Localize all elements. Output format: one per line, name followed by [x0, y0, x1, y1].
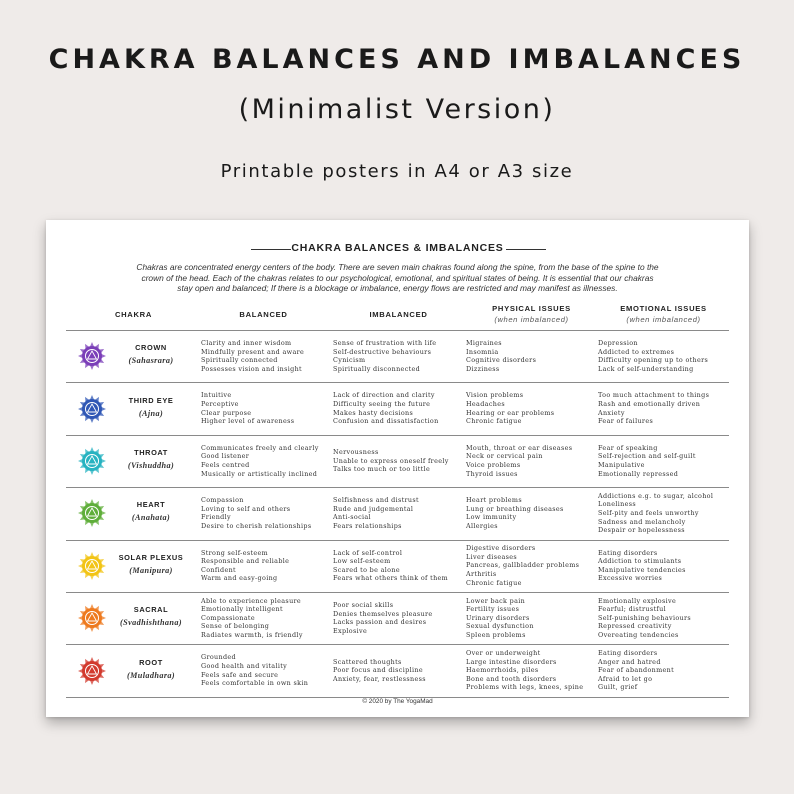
list-item: Too much attachment to things: [598, 391, 710, 400]
list-item: Lacks passion and desires: [333, 618, 427, 627]
chakra-name-label: CROWN: [135, 343, 167, 353]
intro-line: Chakras are concentrated energy centers of the body. There are seven main chakras found along the spine, from the base of the spine to the: [136, 262, 659, 272]
chakra-symbol-icon: [75, 601, 109, 635]
list-item: Depression: [598, 339, 638, 347]
cell-emotional: [598, 597, 691, 640]
list-item: Voice problems: [466, 460, 521, 469]
list-item: Headaches: [466, 399, 505, 408]
list-item: Lack of self-understanding: [598, 364, 694, 373]
list-item: Addiction to stimulants: [598, 557, 682, 566]
cell-emotional: [598, 492, 713, 535]
poster-title: CHAKRA BALANCES & IMBALANCES: [291, 242, 504, 254]
list-item: Anti-social: [333, 513, 371, 522]
list-item: Sense of belonging: [201, 622, 270, 631]
col-header-balanced: BALANCED: [239, 310, 288, 319]
list-item: Excessive worries: [598, 574, 663, 583]
cell-balanced: [201, 597, 303, 640]
list-item: Emotionally intelligent: [201, 605, 283, 614]
list-item: Feels centred: [201, 460, 250, 469]
col-header-physical-sub: (when imbalanced): [494, 315, 569, 324]
list-item: Perceptive: [201, 399, 239, 408]
list-item: Chronic fatigue: [466, 417, 522, 426]
chakra-symbol-icon: [75, 392, 109, 426]
list-item: Manipulative tendencies: [598, 565, 686, 574]
list-item: Lung or breathing diseases: [466, 504, 564, 513]
list-item: Pancreas, gallbladder problems: [466, 561, 580, 570]
list-item: Anxiety: [598, 408, 625, 417]
list-item: Denies themselves pleasure: [333, 609, 433, 618]
page-note: Printable posters in A4 or A3 size: [220, 161, 574, 182]
list-item: Urinary disorders: [466, 613, 530, 622]
list-item: Makes hasty decisions: [333, 408, 414, 417]
list-item: Fearful; distrustful: [598, 605, 666, 614]
col-header-imbalanced: IMBALANCED: [369, 310, 428, 319]
list-item: Afraid to let go: [598, 674, 653, 683]
list-item: Insomnia: [466, 347, 499, 356]
list-item: Clear purpose: [201, 408, 252, 417]
list-item: Addicted to extremes: [598, 347, 675, 356]
chakra-sanskrit-name: (Manipura): [129, 565, 173, 575]
chakra-name-label: ROOT: [139, 657, 163, 667]
chakra-sanskrit-name: (Svadhishthana): [120, 618, 182, 628]
list-item: Compassion: [201, 496, 244, 505]
list-item: Difficulty seeing the future: [333, 399, 431, 408]
list-item: Liver diseases: [466, 552, 518, 561]
list-item: Rude and judgemental: [333, 504, 414, 513]
list-item: Unable to express oneself freely: [333, 456, 449, 465]
chakra-sanskrit-name: (Sahasrara): [128, 356, 174, 366]
list-item: Hearing or ear problems: [466, 408, 555, 417]
list-item: Fertility issues: [466, 605, 520, 614]
list-item: Guilt, grief: [598, 683, 638, 692]
list-item: Scattered thoughts: [333, 657, 402, 666]
cell-balanced: [201, 653, 308, 687]
list-item: Fears what others think of them: [333, 574, 449, 583]
list-item: Higher level of awareness: [201, 417, 295, 426]
list-item: Chronic fatigue: [466, 578, 522, 587]
list-item: Responsible and reliable: [201, 557, 290, 566]
list-item: Eating disorders: [598, 649, 658, 658]
list-item: Loving to self and others: [201, 504, 291, 513]
list-item: Problems with legs, knees, spine: [466, 683, 584, 692]
row-divider: [66, 592, 729, 593]
title-rule-right: [506, 249, 546, 250]
list-item: Feels comfortable in own skin: [201, 679, 309, 688]
list-item: Grounded: [201, 653, 237, 662]
chakra-symbol-icon: [75, 496, 109, 530]
list-item: Selfishness and distrust: [333, 496, 419, 505]
list-item: Friendly: [201, 513, 231, 522]
chakra-name: [116, 343, 186, 366]
list-item: Spleen problems: [466, 631, 526, 640]
list-item: Able to experience pleasure: [201, 596, 302, 605]
list-item: Lack of direction and clarity: [333, 391, 435, 400]
list-item: Anger and hatred: [598, 657, 661, 666]
list-item: Fear of speaking: [598, 443, 658, 452]
row-divider: [66, 540, 729, 541]
list-item: Lower back pain: [466, 596, 526, 605]
list-item: Confusion and dissatisfaction: [333, 417, 439, 426]
list-item: Musically or artistically inclined: [201, 469, 318, 478]
cell-balanced: [201, 549, 289, 583]
list-item: Clarity and inner wisdom: [201, 339, 292, 347]
poster-preview: [46, 220, 749, 717]
cell-physical: [466, 496, 564, 530]
cell-imbalanced: [333, 549, 448, 583]
list-item: Thyroid issues: [466, 469, 518, 478]
list-item: Mouth, throat or ear diseases: [466, 443, 573, 452]
cell-balanced: [201, 496, 311, 530]
list-item: Good health and vitality: [201, 661, 288, 670]
row-divider: [66, 487, 729, 488]
list-item: Confident: [201, 565, 236, 574]
chakra-name: [116, 658, 186, 681]
list-item: Repressed creativity: [598, 622, 672, 631]
cell-emotional: [598, 649, 674, 692]
col-header-emotional-label: EMOTIONAL ISSUES: [620, 304, 707, 313]
cell-imbalanced: [333, 391, 439, 425]
cell-physical: [466, 391, 554, 425]
chakra-sanskrit-name: (Muladhara): [126, 670, 176, 680]
list-item: Allergies: [466, 521, 498, 530]
list-item: Lack of self-control: [333, 548, 403, 557]
chakra-sanskrit-name: (Anahata): [131, 513, 171, 523]
intro-line: stay open and balanced; If there is a blockage or imbalance, energy flows are restricted and may manifest as illnesses.: [177, 283, 618, 294]
list-item: Poor social skills: [333, 601, 394, 609]
list-item: Migraines: [466, 339, 502, 347]
list-item: Large intestine disorders: [466, 657, 557, 666]
cell-balanced: [201, 444, 319, 478]
list-item: Communicates freely and clearly: [201, 443, 319, 452]
list-item: Explosive: [333, 626, 368, 635]
chakra-name: [116, 605, 186, 628]
col-header-emotional-sub: (when imbalanced): [626, 315, 701, 324]
cell-balanced: [201, 339, 304, 373]
list-item: Sense of frustration with life: [333, 339, 437, 347]
list-item: Nervousness: [333, 448, 379, 457]
cell-emotional: [598, 444, 696, 478]
chakra-name: [116, 553, 186, 576]
chakra-name-label: SOLAR PLEXUS: [118, 552, 184, 562]
list-item: Self-rejection and self-guilt: [598, 452, 696, 461]
list-item: Loneliness: [598, 500, 637, 509]
list-item: Fear of abandonment: [598, 666, 675, 675]
cell-imbalanced: [333, 448, 449, 474]
list-item: Heart problems: [466, 496, 522, 505]
chakra-name: [116, 500, 186, 523]
list-item: Digestive disorders: [466, 544, 536, 553]
chakra-sanskrit-name: (Ajna): [138, 408, 164, 418]
list-item: Fear of failures: [598, 417, 654, 426]
list-item: Cynicism: [333, 356, 366, 365]
cell-imbalanced: [333, 658, 426, 684]
list-item: Feels safe and secure: [201, 670, 279, 679]
list-item: Warm and easy-going: [201, 574, 278, 583]
list-item: Addictions e.g. to sugar, alcohol: [598, 491, 714, 500]
list-item: Over or underweight: [466, 649, 541, 658]
list-item: Vision problems: [466, 391, 524, 400]
chakra-name-label: HEART: [136, 500, 166, 510]
list-item: Intuitive: [201, 391, 232, 400]
list-item: Haemorrhoids, piles: [466, 666, 539, 675]
list-item: Low self-esteem: [333, 557, 391, 566]
cell-imbalanced: [333, 339, 436, 373]
cell-physical: [466, 597, 534, 640]
list-item: Self-punishing behaviours: [598, 613, 692, 622]
chakra-name: [116, 448, 186, 471]
chakra-name-label: SACRAL: [133, 605, 169, 615]
cell-balanced: [201, 391, 294, 425]
cell-imbalanced: [333, 601, 433, 635]
list-item: Poor focus and discipline: [333, 666, 423, 675]
row-divider: [66, 644, 729, 645]
list-item: Sadness and melancholy: [598, 517, 686, 526]
chakra-sanskrit-name: (Vishuddha): [127, 461, 175, 470]
chakra-name: [116, 396, 186, 419]
cell-emotional: [598, 339, 708, 373]
chakra-symbol-icon: [75, 339, 109, 373]
list-item: Dizziness: [466, 364, 500, 373]
list-item: Radiates warmth, is friendly: [201, 631, 303, 640]
list-item: Emotionally explosive: [598, 596, 677, 605]
list-item: Spiritually connected: [201, 356, 278, 365]
cell-emotional: [598, 391, 709, 425]
page-title: CHAKRA BALANCES AND IMBALANCES: [48, 44, 746, 75]
list-item: Sexual dysfunction: [466, 622, 534, 631]
list-item: Manipulative: [598, 460, 645, 469]
list-item: Strong self-esteem: [201, 548, 269, 557]
list-item: Anxiety, fear, restlessness: [333, 674, 426, 683]
list-item: Self-destructive behaviours: [333, 347, 432, 356]
list-item: Talks too much or too little: [333, 465, 431, 474]
list-item: Arthritis: [466, 570, 497, 579]
list-item: Difficulty opening up to others: [598, 356, 709, 365]
list-item: Scared to be alone: [333, 565, 400, 574]
cell-physical: [466, 444, 572, 478]
col-header-physical-label: PHYSICAL ISSUES: [492, 304, 571, 313]
list-item: Good listener: [201, 452, 250, 461]
list-item: Eating disorders: [598, 548, 658, 557]
cell-physical: [466, 649, 583, 692]
col-header-physical: [464, 304, 599, 324]
chakra-name-label: THIRD EYE: [128, 395, 174, 405]
chakra-name-label: THROAT: [134, 448, 168, 457]
list-item: Despair or hopelessness: [598, 526, 685, 535]
cell-emotional: [598, 549, 686, 583]
page-subtitle: (Minimalist Version): [238, 94, 556, 125]
poster-intro: [76, 262, 719, 294]
row-divider: [66, 330, 729, 331]
list-item: Neck or cervical pain: [466, 452, 543, 461]
row-divider: [66, 382, 729, 383]
poster-footer: © 2020 by The YogaMad: [362, 698, 433, 705]
list-item: Overeating tendencies: [598, 631, 679, 640]
chakra-symbol-icon: [75, 654, 109, 688]
col-header-chakra: CHAKRA: [114, 310, 153, 319]
list-item: Desire to cherish relationships: [201, 521, 312, 530]
cell-physical: [466, 339, 536, 373]
list-item: Low immunity: [466, 513, 517, 522]
row-divider: [66, 435, 729, 436]
cell-imbalanced: [333, 496, 419, 530]
list-item: Fears relationships: [333, 521, 402, 530]
list-item: Mindfully present and aware: [201, 347, 305, 356]
list-item: Bone and tooth disorders: [466, 674, 557, 683]
col-header-emotional: [596, 304, 731, 324]
cell-physical: [466, 544, 579, 587]
intro-line: crown of the head. Each of the chakras relates to our psychological, emotional, and spiritual states of being. It is essential that our chakras: [141, 272, 654, 283]
list-item: Compassionate: [201, 613, 255, 622]
list-item: Self-pity and feels unworthy: [598, 509, 699, 518]
list-item: Rash and emotionally driven: [598, 399, 701, 408]
chakra-symbol-icon: [75, 549, 109, 583]
list-item: Spiritually disconnected: [333, 364, 421, 373]
list-item: Cognitive disorders: [466, 356, 537, 365]
list-item: Emotionally repressed: [598, 469, 679, 478]
chakra-symbol-icon: [75, 444, 109, 478]
list-item: Possesses vision and insight: [201, 364, 302, 373]
